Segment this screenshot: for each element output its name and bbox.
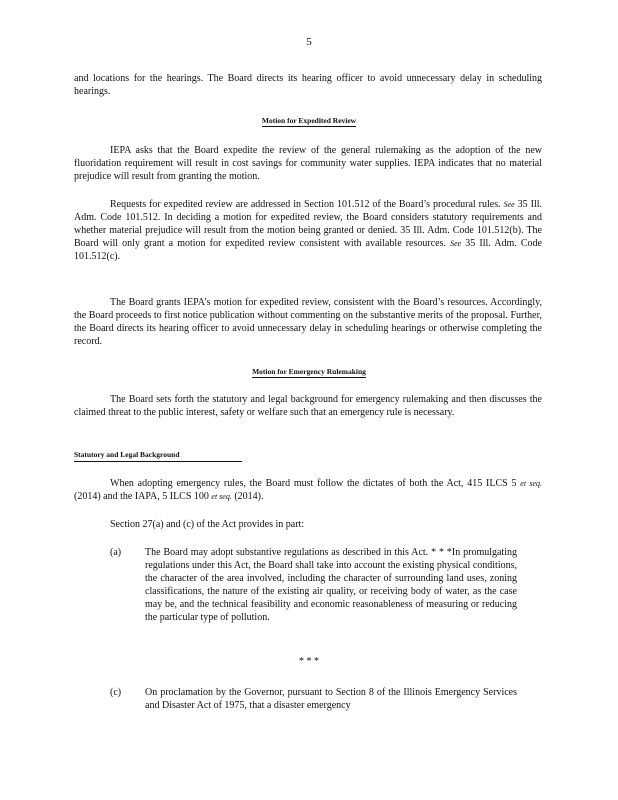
text-segment: (2014) and the IAPA, 5 ILCS 100 [74, 491, 209, 502]
text-segment: When adopting emergency rules, the Board must follow the dictates of both the Act, 415 ILCS 5 [110, 478, 517, 489]
heading-emergency-rulemaking [0, 367, 618, 378]
page-number: 5 [306, 36, 312, 48]
text-segment: 35 Ill. Adm. Code 101.512(c). [74, 238, 542, 262]
paragraph-grant-motion: The Board grants IEPA’s motion for expedited review, consistent with the Board’s resources. Accordingly, the Board proceeds to first notice publication without commenting on the substantive merits of the proposal. Further, the Board directs its hearing officer to avoid unnecessary delay in scheduling hearings or otherwise completing the record. [74, 297, 542, 347]
text-segment: (2014). [234, 491, 264, 502]
quote-text-a: The Board may adopt substantive regulations as described in this Act. * * *In promulgating regulations under this Act, the Board shall take into account the existing physical conditions, the character of the area involved, including the character of surrounding land uses, zoning classifications, the nature of the existing air quality, or receiving body of water, as the case may be, and the technical feasibility and economic reasonableness of measuring or reducing the particular type of pollution. [145, 547, 517, 623]
quote-label-a: (a) [110, 547, 122, 558]
paragraph-expedited-rules [74, 198, 542, 263]
heading-expedited-review-text: Motion for Expedited Review [261, 116, 357, 125]
paragraph-iepa-request: IEPA asks that the Board expedite the review of the general rulemaking as the adoption of the new fluoridation requirement will result in cost savings for community water supplies. IEPA indicates that no material prejudice will result from granting the motion. [74, 145, 542, 182]
citation-see: See [450, 239, 462, 248]
heading-emergency-rulemaking-text: Motion for Emergency Rulemaking [252, 367, 366, 376]
section-break-stars: * * * [299, 656, 319, 667]
heading-expedited-review [0, 116, 618, 127]
quote-text-c: On proclamation by the Governor, pursuant to Section 8 of the Illinois Emergency Services and Disaster Act of 1975, that a disaster emergency [145, 687, 517, 711]
quote-label-c: (c) [110, 687, 122, 698]
heading-statutory-background: Statutory and Legal Background [74, 450, 242, 462]
paragraph-background-intro: The Board sets forth the statutory and legal background for emergency rulemaking and then discusses the claimed threat to the public interest, safety or welfare such that an emergency rule is necessary. [74, 394, 542, 418]
citation-et-seq: et seq. [211, 492, 232, 501]
text-segment: 35 Ill. Adm. Code 101.512. In deciding a motion for expedited review, the Board considers statutory requirements and whether material prejudice will result from the motion being granted or denied. 35 Ill. Adm. Code 101.512(b). The Board will only grant a motion for expedited review consistent with available resources. [74, 199, 543, 249]
paragraph-hearings: and locations for the hearings. The Board directs its hearing officer to avoid unnecessary delay in scheduling hearings. [74, 73, 542, 97]
citation-see: See [503, 200, 515, 209]
citation-et-seq: et seq. [520, 479, 543, 488]
paragraph-emergency-rules [74, 477, 542, 503]
text-segment: Requests for expedited review are addressed in Section 101.512 of the Board’s procedural rules. [110, 199, 501, 210]
paragraph-section-27: Section 27(a) and (c) of the Act provides in part: [110, 519, 305, 530]
